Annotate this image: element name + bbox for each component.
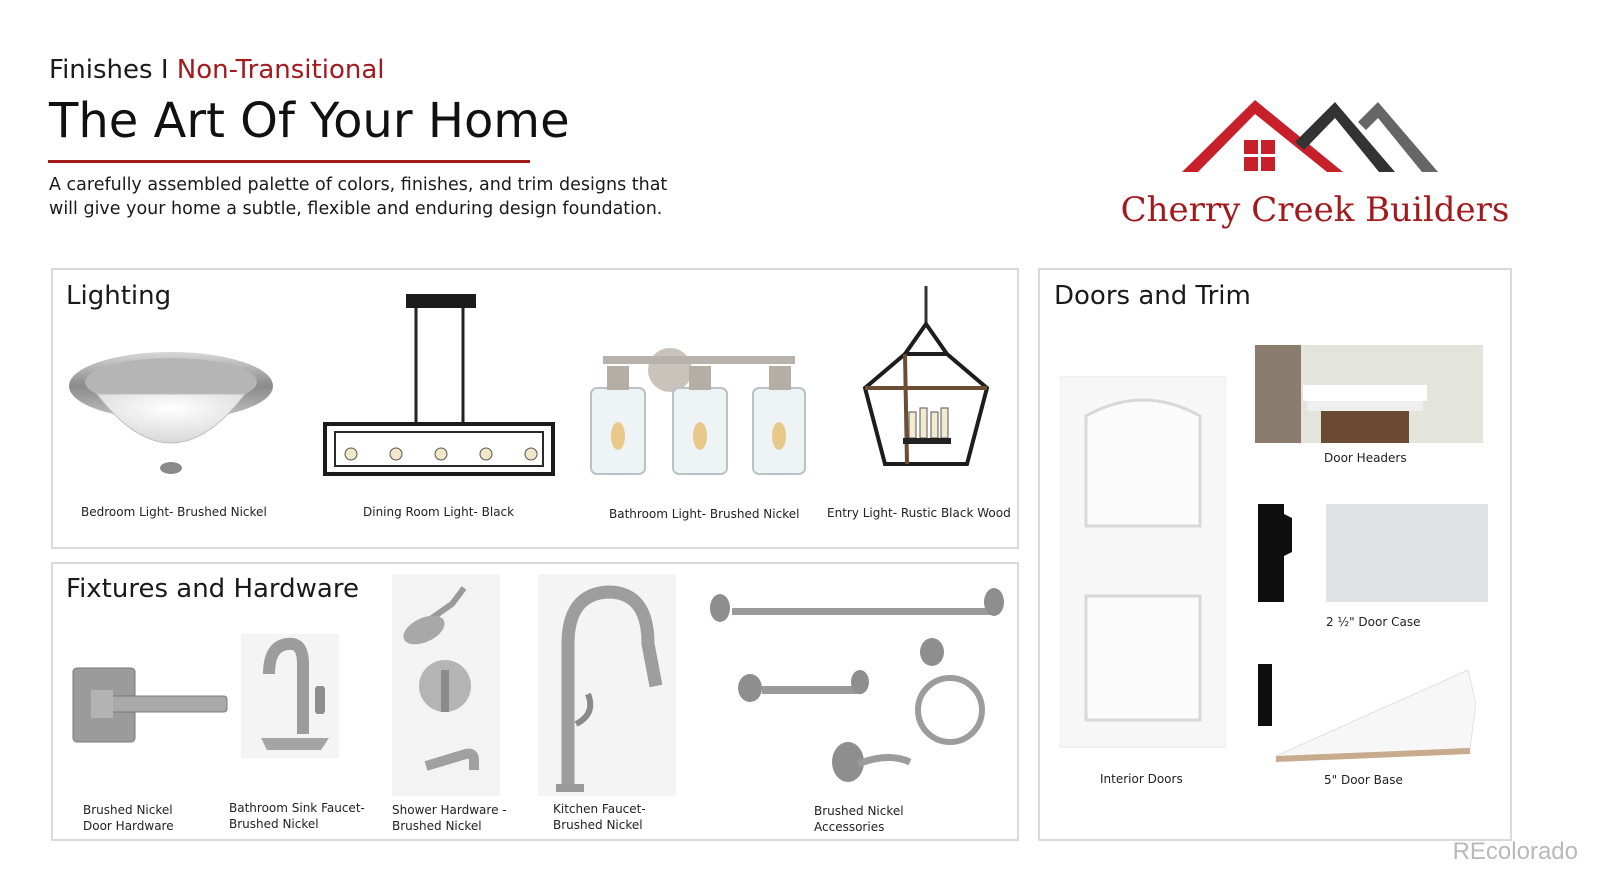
lighting-caption-1: Bedroom Light- Brushed Nickel xyxy=(81,505,267,519)
doors-caption-1: Interior Doors xyxy=(1100,772,1183,786)
sink-faucet-icon xyxy=(241,634,339,758)
lighting-caption-4: Entry Light- Rustic Black Wood xyxy=(827,506,1011,520)
doors-panel xyxy=(1038,268,1512,841)
fixtures-caption-2-line-2: Brushed Nickel xyxy=(229,817,319,831)
fixtures-caption-4-line-2: Brushed Nickel xyxy=(553,818,643,832)
fixtures-caption-5 xyxy=(814,803,904,835)
fixtures-caption-1-line-1: Brushed Nickel xyxy=(83,803,173,817)
title-underline xyxy=(48,160,530,163)
fixtures-caption-5-line-1: Brushed Nickel xyxy=(814,804,904,818)
kitchen-faucet-icon xyxy=(538,574,676,796)
fixtures-caption-5-line-2: Accessories xyxy=(814,820,885,834)
door-lever-icon xyxy=(71,666,229,746)
door-case-sample xyxy=(1326,504,1488,602)
doors-caption-4: 5" Door Base xyxy=(1324,773,1403,787)
door-header-photo-icon xyxy=(1255,345,1483,443)
fixtures-caption-1 xyxy=(83,802,174,834)
fixtures-caption-4 xyxy=(553,801,646,833)
fixtures-title: Fixtures and Hardware xyxy=(66,574,359,604)
subhead-accent: Non-Transitional xyxy=(176,55,385,85)
lighting-caption-2: Dining Room Light- Black xyxy=(363,505,515,519)
intro-line-2: will give your home a subtle, flexible and enduring design foundation. xyxy=(49,199,663,219)
fixtures-caption-3-line-2: Brushed Nickel xyxy=(392,819,482,833)
doors-caption-2: Door Headers xyxy=(1324,451,1407,465)
lighting-title: Lighting xyxy=(66,281,172,311)
fixtures-caption-4-line-1: Kitchen Faucet- xyxy=(553,802,646,816)
fixtures-caption-3 xyxy=(392,802,507,834)
fixtures-caption-2 xyxy=(229,800,365,832)
bath-accessories-icon xyxy=(708,586,1006,796)
intro-text xyxy=(49,173,669,221)
doors-caption-3: 2 ½" Door Case xyxy=(1326,615,1421,629)
door-case-profile-icon xyxy=(1258,504,1292,602)
fixtures-caption-3-line-1: Shower Hardware - xyxy=(392,803,507,817)
brand-name: Cherry Creek Builders xyxy=(1120,190,1510,230)
intro-line-1: A carefully assembled palette of colors, finishes, and trim designs that xyxy=(49,175,668,195)
flush-mount-ceiling-light-icon xyxy=(67,342,275,482)
lighting-caption-3: Bathroom Light- Brushed Nickel xyxy=(609,507,800,521)
fixtures-caption-1-line-2: Door Hardware xyxy=(83,819,174,833)
watermark: REcolorado xyxy=(1452,838,1578,865)
brand-logo xyxy=(1120,92,1540,242)
shower-set-icon xyxy=(392,574,500,796)
lighting-panel xyxy=(51,268,1019,549)
page-subheading xyxy=(49,53,385,87)
two-panel-door-icon xyxy=(1060,376,1226,748)
subhead-prefix: Finishes I xyxy=(49,55,177,85)
vanity-light-icon xyxy=(585,336,811,480)
lantern-pendant-icon xyxy=(857,284,995,484)
fixtures-panel xyxy=(51,562,1019,841)
linear-chandelier-icon xyxy=(321,292,557,482)
fixtures-caption-2-line-1: Bathroom Sink Faucet- xyxy=(229,801,365,815)
doors-title: Doors and Trim xyxy=(1054,281,1251,311)
house-roof-logo-icon xyxy=(1120,92,1540,192)
baseboard-profile-icon xyxy=(1258,664,1476,766)
page-title: The Art Of Your Home xyxy=(49,93,570,149)
